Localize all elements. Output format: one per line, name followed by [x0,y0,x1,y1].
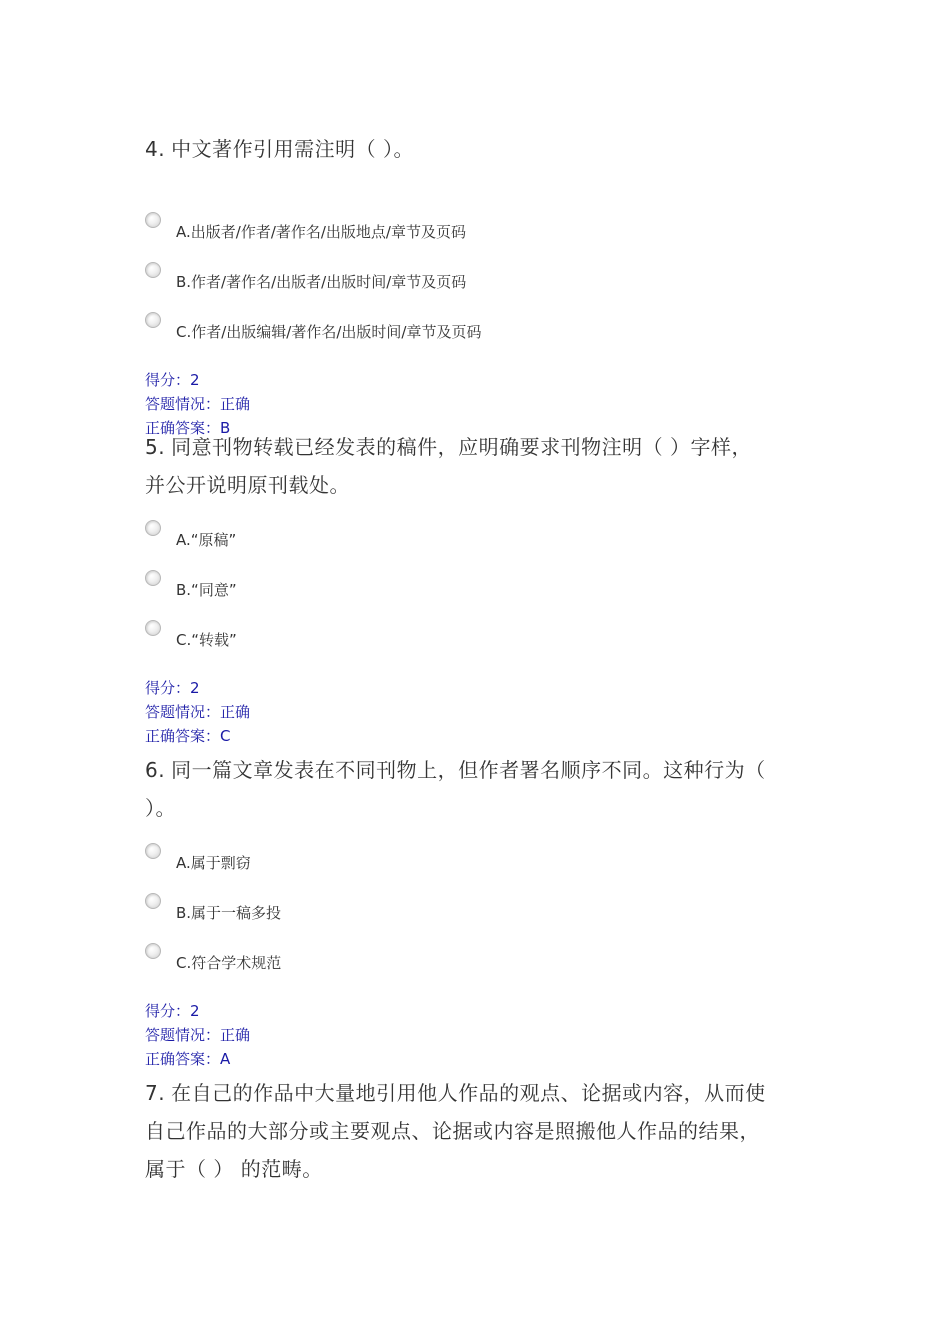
question-6 [145,751,805,1071]
question-title [145,130,805,168]
option-b[interactable] [145,262,805,312]
question-7 [145,1074,805,1188]
score-text: 得分：2 [145,371,200,389]
answer-result [145,676,805,748]
question-text-continued: 自己作品的大部分或主要观点、论据或内容是照搬他人作品的结果， [145,1119,760,1143]
option-label: C.作者/出版编辑/著作名/出版时间/章节及页码 [176,323,482,341]
radio-button-icon[interactable] [145,262,161,278]
option-label: A.出版者/作者/著作名/出版地点/章节及页码 [176,223,466,241]
radio-button-icon[interactable] [145,520,161,536]
option-label: A.属于剽窃 [176,854,251,872]
option-list [145,520,805,670]
radio-button-icon[interactable] [145,312,161,328]
correct-answer-text: 正确答案：A [145,1050,231,1068]
score-text: 得分：2 [145,1002,200,1020]
question-number: 4. [145,137,166,161]
option-c[interactable] [145,943,805,993]
option-label: C.符合学术规范 [176,954,282,972]
question-number: 7. [145,1081,166,1105]
radio-button-icon[interactable] [145,893,161,909]
question-text-continued: 并公开说明原刊载处。 [145,473,350,497]
status-text: 答题情况：正确 [145,703,251,721]
question-number: 6. [145,758,166,782]
option-a[interactable] [145,212,805,262]
radio-button-icon[interactable] [145,620,161,636]
question-title [145,1074,805,1188]
status-text: 答题情况：正确 [145,395,251,413]
correct-answer-text: 正确答案：B [145,419,231,437]
option-label: B.“同意” [176,581,237,599]
question-text: 在自己的作品中大量地引用他人作品的观点、论据或内容，从而使 [171,1081,766,1105]
option-b[interactable] [145,893,805,943]
score-text: 得分：2 [145,679,200,697]
question-4 [145,130,805,440]
option-a[interactable] [145,520,805,570]
status-text: 答题情况：正确 [145,1026,251,1044]
option-label: B.属于一稿多投 [176,904,282,922]
radio-button-icon[interactable] [145,212,161,228]
option-b[interactable] [145,570,805,620]
question-text-continued: 属于（ ） 的范畴。 [145,1157,323,1181]
option-c[interactable] [145,312,805,362]
question-text: 中文著作引用需注明（ ）。 [171,137,414,161]
option-list [145,843,805,993]
option-c[interactable] [145,620,805,670]
radio-button-icon[interactable] [145,843,161,859]
question-text: 同意刊物转载已经发表的稿件，应明确要求刊物注明（ ）字样， [171,435,752,459]
question-5 [145,428,805,748]
option-label: A.“原稿” [176,531,237,549]
question-title [145,428,805,504]
question-number: 5. [145,435,166,459]
option-a[interactable] [145,843,805,893]
option-list [145,212,805,362]
question-title [145,751,805,827]
radio-button-icon[interactable] [145,570,161,586]
answer-result [145,999,805,1071]
radio-button-icon[interactable] [145,943,161,959]
question-text: 同一篇文章发表在不同刊物上，但作者署名顺序不同。这种行为（ [171,758,766,782]
option-label: C.“转载” [176,631,237,649]
correct-answer-text: 正确答案：C [145,727,231,745]
question-text-continued: ）。 [145,796,176,820]
option-label: B.作者/著作名/出版者/出版时间/章节及页码 [176,273,467,291]
